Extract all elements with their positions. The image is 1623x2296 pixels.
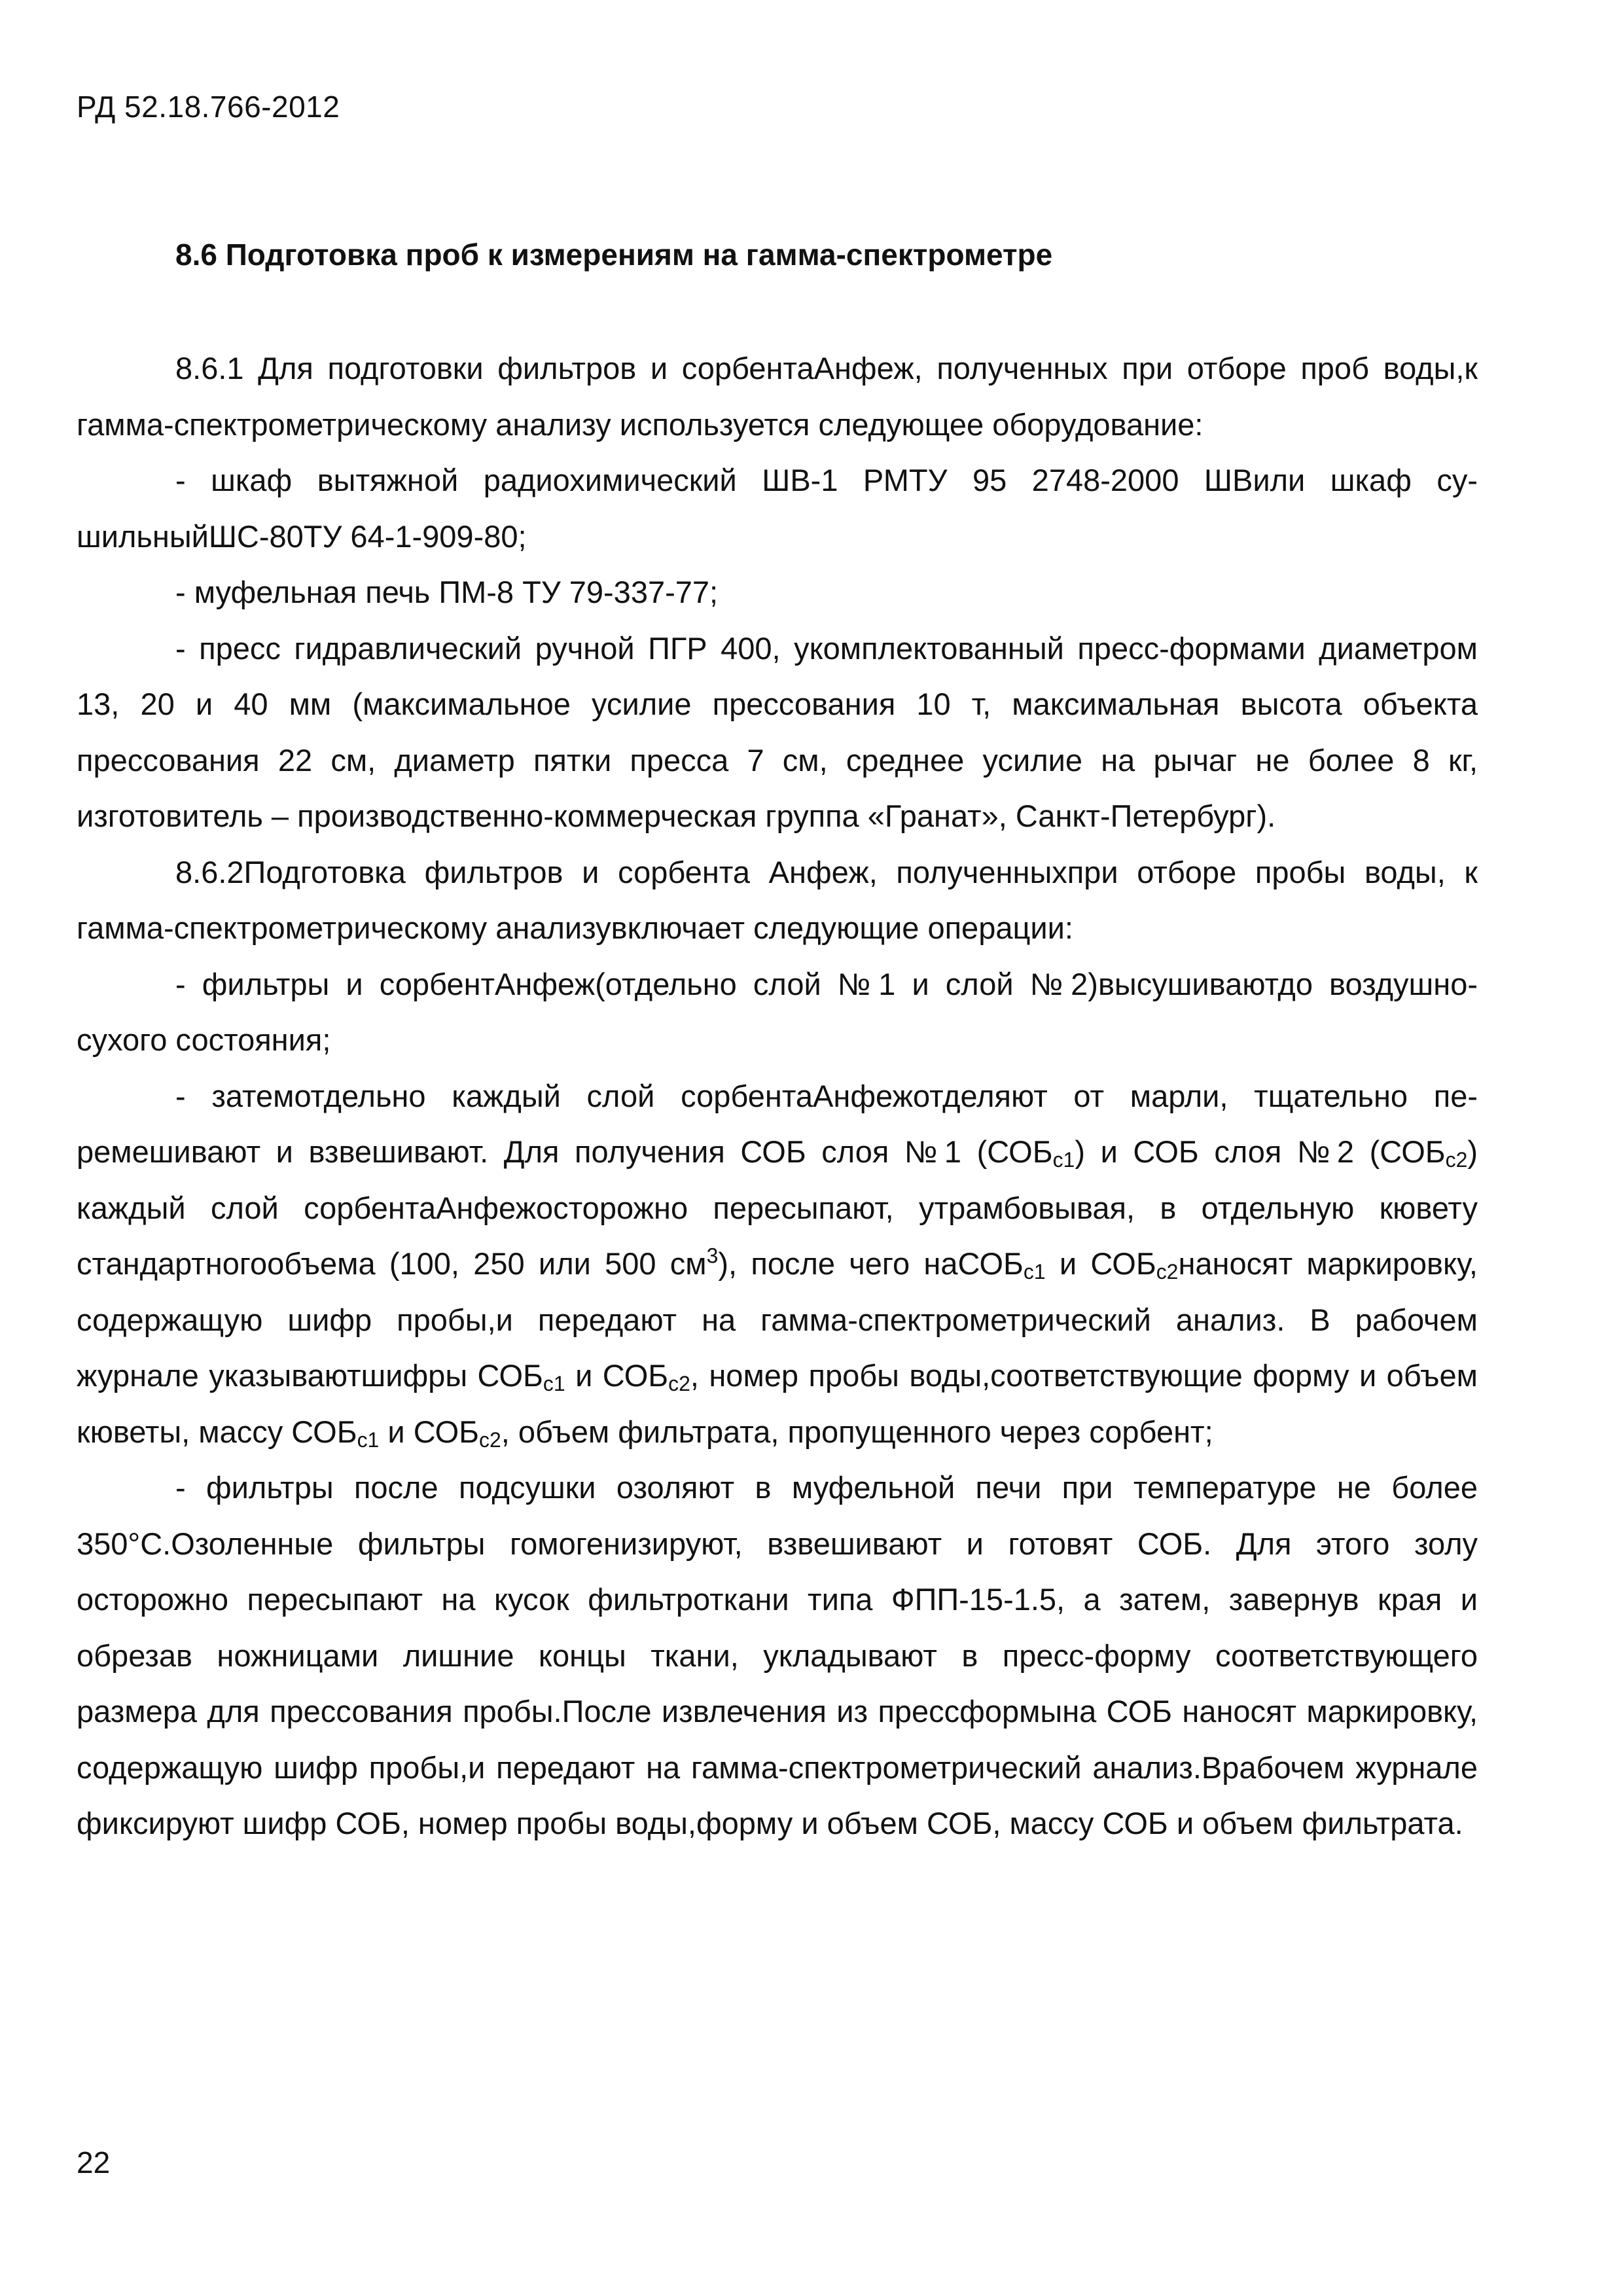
subscript: с1	[1023, 1260, 1046, 1284]
page-number: 22	[77, 2145, 111, 2179]
text-segment: - затемотдельно каждый слой сорбентаАнфежотделяют от марли, тщательно перемешивают и взвешивают. Для получения СОБ слоя №1 (СОБ	[77, 1078, 1478, 1169]
subscript: с2	[479, 1427, 501, 1452]
subscript: с2	[1156, 1260, 1179, 1284]
text-segment: наносят маркировку, содержащую шифр пробы,и передают на гамма-спектрометрический анализ. В рабочем журнале указываютшифры СОБ	[77, 1246, 1478, 1393]
paragraph-muffle-furnace: - муфельная печь ПМ-8 ТУ 79-337-77;	[175, 575, 719, 609]
paragraph-8-6-2: 8.6.2Подготовка фильтров и сорбента Анфеж, полученныхпри отборе пробы воды, к гамма-спектрометрическому анализувключает следующие операции:	[77, 854, 1478, 945]
subscript: с1	[1052, 1148, 1075, 1172]
text-segment: ), после чего наСОБ	[718, 1246, 1024, 1281]
text-segment: и СОБ	[379, 1414, 480, 1449]
document-code: РД 52.18.766-2012	[77, 90, 340, 124]
text-segment: и СОБ	[1045, 1246, 1156, 1281]
section-title: 8.6 Подготовка проб к измерениям на гамма-спектрометре	[175, 238, 1053, 272]
paragraph-8-6-1: 8.6.1 Для подготовки фильтров и сорбентаАнфеж, полученных при отборе проб воды,к гамма-спектрометрическому анализу используется следующее оборудование:	[77, 351, 1478, 442]
text-segment: и СОБ	[565, 1358, 669, 1393]
paragraph-sorbent-layers	[77, 1068, 1478, 1460]
superscript: 3	[706, 1244, 719, 1268]
text-segment: ) и СОБ слоя №2 (СОБ	[1075, 1134, 1446, 1169]
subscript: с1	[543, 1372, 565, 1396]
paragraph-drying: - фильтры и сорбентАнфеж(отдельно слой №1 и слой №2)высушиваютдо воздушно-сухого состояния;	[77, 966, 1478, 1057]
text-segment: ) каждый слой сорбентаАнфежосторожно пересыпают, утрамбовывая, в отдельную кювету стандартногообъема (100, 250 или 500 см	[77, 1134, 1478, 1281]
subscript: с2	[668, 1372, 690, 1396]
paragraph-filter-ashing: - фильтры после подсушки озоляют в муфельной печи при температуре не более 350°С.Озоленные фильтры гомогенизируют, взвешивают и готовят СОБ. Для этого золу осторожно пересыпают на кусок фильтроткани типа ФПП-15-1.5, а затем, завернув края и обрезав ножницами лишние концы ткани, укладывают в пресс-форму соответствующего размера для прессования пробы.После извлечения из прессформына СОБ наносят маркировку, содержащую шифр пробы,и передают на гамма-спектрометрический анализ.Врабочем журнале фиксируют шифр СОБ, номер пробы воды,форму и объем СОБ, массу СОБ и объем фильтрата.	[77, 1470, 1478, 1840]
text-segment: , объем фильтрата, пропущенного через сорбент;	[501, 1414, 1213, 1449]
text-segment: , номер пробы воды,соответствующие форму и объем кюветы, массу СОБ	[77, 1358, 1478, 1449]
subscript: с2	[1445, 1148, 1468, 1172]
body-text	[77, 340, 1478, 1852]
subscript: с1	[357, 1427, 380, 1452]
paragraph-fume-cabinet: - шкаф вытяжной радиохимический ШВ-1 РМТУ 95 2748-2000 ШВили шкаф сушильныйШС-80ТУ 64-1-909-80;	[77, 463, 1478, 554]
paragraph-hydraulic-press: - пресс гидравлический ручной ПГР 400, укомплектованный пресс-формами диаметром 13, 20 и 40 мм (максимальное усилие прессования 10 т, максимальная высота объекта прессования 22 см, диаметр пятки пресса 7 см, среднее усилие на рычаг не более 8 кг, изготовитель – производственно-коммерческая группа «Гранат», Санкт-Петербург).	[77, 630, 1478, 833]
